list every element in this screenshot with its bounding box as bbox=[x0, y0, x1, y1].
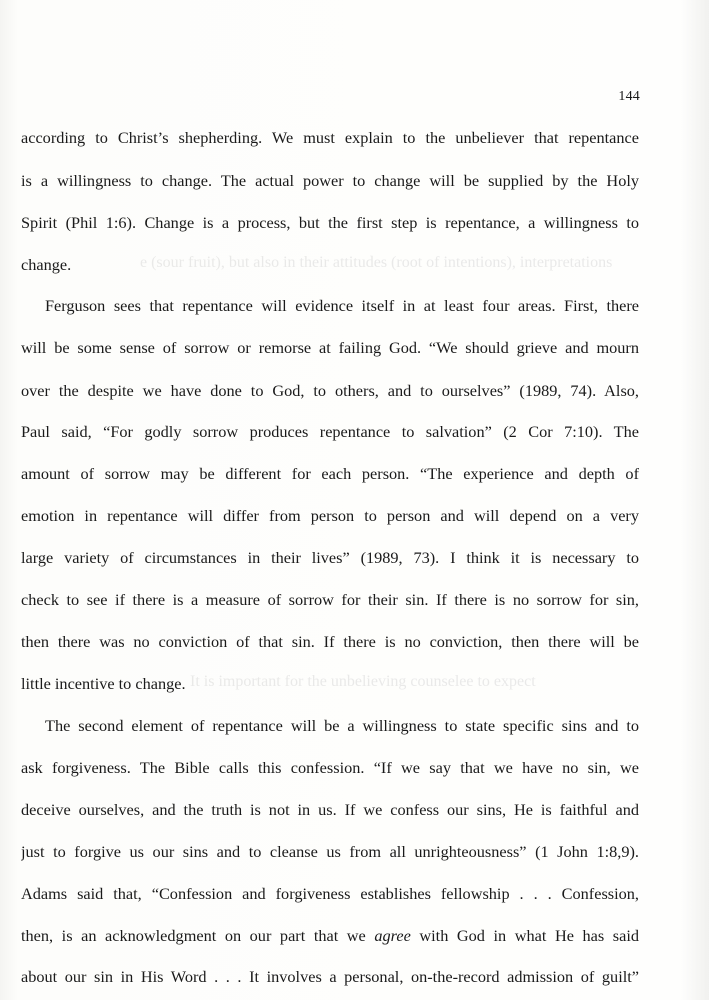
text-line bbox=[21, 463, 639, 485]
text-span: will be some sense of sorrow or remorse at failing God. “We should grieve and mourn bbox=[21, 338, 639, 357]
text-span: then, is an acknowledgment on our part that we bbox=[21, 926, 375, 945]
text-line bbox=[21, 421, 639, 443]
text-line bbox=[21, 966, 639, 988]
text-line bbox=[21, 589, 639, 611]
text-line bbox=[21, 212, 639, 234]
text-line bbox=[21, 841, 639, 863]
text-span: deceive ourselves, and the truth is not in us. If we confess our sins, He is faithful and bbox=[21, 800, 639, 819]
text-line bbox=[21, 631, 639, 653]
text-line bbox=[21, 170, 639, 192]
text-span: according to Christ’s shepherding. We must explain to the unbeliever that repentance bbox=[21, 128, 639, 147]
text-span: just to forgive us our sins and to cleanse us from all unrighteousness” (1 John 1:8,9). bbox=[21, 842, 639, 861]
text-line bbox=[21, 380, 639, 402]
text-line bbox=[21, 547, 639, 569]
text-span: change. bbox=[21, 255, 72, 274]
bleed-through-text: e (sour fruit), but also in their attitudes (root of intentions), interpretations bbox=[140, 254, 613, 271]
text-span: then there was no conviction of that sin. If there is no conviction, then there will be bbox=[21, 632, 639, 651]
text-span: is a willingness to change. The actual power to change will be supplied by the Holy bbox=[21, 171, 639, 190]
text-span: Adams said that, “Confession and forgiveness establishes fellowship . . . Confession, bbox=[21, 884, 639, 903]
text-span: check to see if there is a measure of sorrow for their sin. If there is no sorrow for sin, bbox=[21, 590, 639, 609]
emphasis-text: agree bbox=[374, 926, 411, 945]
text-span: Ferguson sees that repentance will evidence itself in at least four areas. First, there bbox=[45, 296, 639, 315]
text-line bbox=[21, 337, 639, 359]
text-span: ask forgiveness. The Bible calls this confession. “If we say that we have no sin, we bbox=[21, 758, 639, 777]
text-span: with God in what He has said bbox=[410, 926, 639, 945]
text-span: Paul said, “For godly sorrow produces repentance to salvation” (2 Cor 7:10). The bbox=[21, 422, 639, 441]
paragraph-first-line bbox=[45, 295, 639, 317]
text-line bbox=[21, 505, 639, 527]
text-span: amount of sorrow may be different for each person. “The experience and depth of bbox=[21, 464, 639, 483]
text-line bbox=[21, 127, 639, 149]
text-span: emotion in repentance will differ from person to person and will depend on a very bbox=[21, 506, 639, 525]
paragraph-first-line bbox=[45, 715, 639, 737]
text-line bbox=[21, 883, 639, 905]
page-number: 144 bbox=[618, 89, 640, 104]
text-line bbox=[21, 925, 639, 947]
bleed-through-text: It is important for the unbelieving counselee to expect bbox=[190, 673, 536, 690]
text-span: little incentive to change. bbox=[21, 674, 186, 693]
text-span: large variety of circumstances in their lives” (1989, 73). I think it is necessary to bbox=[21, 548, 639, 567]
text-span: Spirit (Phil 1:6). Change is a process, but the first step is repentance, a willingness to bbox=[21, 213, 639, 232]
text-line bbox=[21, 673, 639, 695]
text-line bbox=[21, 254, 639, 276]
text-line bbox=[21, 757, 639, 779]
text-span: about our sin in His Word . . . It involves a personal, on-the-record admission of guilt” bbox=[21, 967, 639, 986]
text-span: over the despite we have done to God, to others, and to ourselves” (1989, 74). Also, bbox=[21, 381, 639, 400]
text-line bbox=[21, 799, 639, 821]
text-span: The second element of repentance will be a willingness to state specific sins and to bbox=[45, 716, 639, 735]
